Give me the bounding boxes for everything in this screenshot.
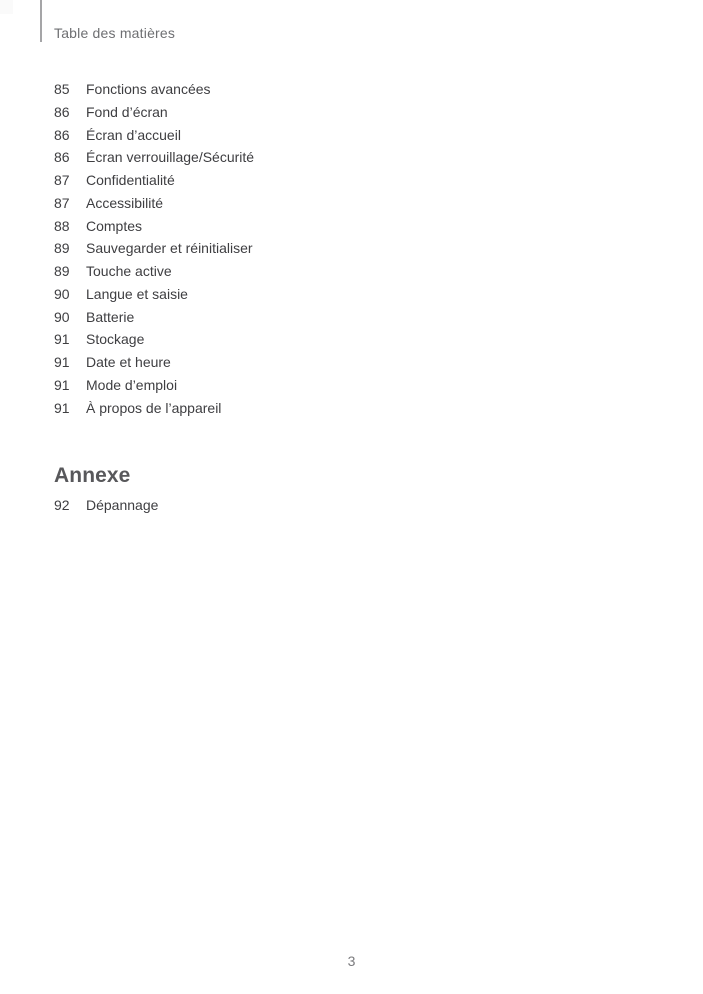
toc-entry[interactable] (54, 78, 254, 101)
section-heading-annexe: Annexe (54, 464, 131, 487)
toc-list (54, 78, 254, 419)
toc-entry[interactable] (54, 101, 254, 124)
footer-page-number: 3 (347, 953, 356, 969)
toc-entry-label: Date et heure (86, 354, 171, 370)
toc-entry[interactable] (54, 237, 254, 260)
toc-entry-label: Comptes (86, 217, 143, 234)
toc-entry-label: Touche active (86, 263, 172, 279)
toc-page-number: 87 (54, 172, 70, 188)
toc-page-number: 91 (54, 354, 70, 370)
page-header-title: Table des matières (54, 25, 176, 41)
toc-page-number: 87 (54, 194, 70, 211)
header-rule (40, 0, 42, 42)
toc-entry[interactable] (54, 146, 254, 169)
toc-entry-label: À propos de l’appareil (86, 399, 222, 416)
toc-entry-label: Batterie (86, 308, 135, 325)
toc-entry-label: Sauvegarder et réinitialiser (86, 240, 253, 257)
toc-entry-label: Dépannage (86, 497, 159, 513)
toc-page-number: 92 (54, 497, 70, 513)
toc-entry[interactable] (54, 351, 254, 374)
toc-entry-label: Stockage (86, 331, 145, 348)
toc-entry-label: Langue et saisie (86, 285, 188, 302)
toc-page-number: 90 (54, 285, 70, 302)
toc-page-number: 86 (54, 126, 70, 143)
toc-entry[interactable] (54, 260, 254, 283)
toc-entry[interactable] (54, 192, 254, 215)
toc-page-number: 90 (54, 308, 70, 325)
toc-page-number: 91 (54, 331, 70, 348)
toc-entry[interactable] (54, 328, 254, 351)
toc-entry[interactable] (54, 169, 254, 192)
toc-entry-label: Fonctions avancées (86, 81, 211, 97)
toc-entry[interactable] (54, 397, 254, 420)
toc-page-number: 85 (54, 81, 70, 97)
toc-entry[interactable] (54, 374, 254, 397)
toc-entry[interactable] (54, 215, 254, 238)
toc-page-number: 86 (54, 149, 70, 166)
toc-entry-label: Accessibilité (86, 194, 164, 211)
toc-entry[interactable] (54, 283, 254, 306)
toc-entry[interactable] (54, 494, 158, 517)
toc-entry-label: Fond d’écran (86, 103, 168, 120)
toc-entry[interactable] (54, 306, 254, 329)
toc-page-number: 91 (54, 399, 70, 416)
toc-entry-label: Confidentialité (86, 172, 175, 188)
toc-entry-label: Écran d’accueil (86, 126, 181, 143)
toc-entry-label: Écran verrouillage/Sécurité (86, 149, 255, 166)
toc-list-annexe (54, 494, 158, 517)
toc-page-number: 89 (54, 240, 70, 257)
toc-page-number: 86 (54, 103, 70, 120)
page-corner-mark (0, 0, 13, 14)
toc-page-number: 91 (54, 376, 70, 393)
toc-page-number: 89 (54, 263, 70, 279)
toc-page-number: 88 (54, 217, 70, 234)
toc-entry[interactable] (54, 124, 254, 147)
toc-entry-label: Mode d’emploi (86, 376, 178, 393)
